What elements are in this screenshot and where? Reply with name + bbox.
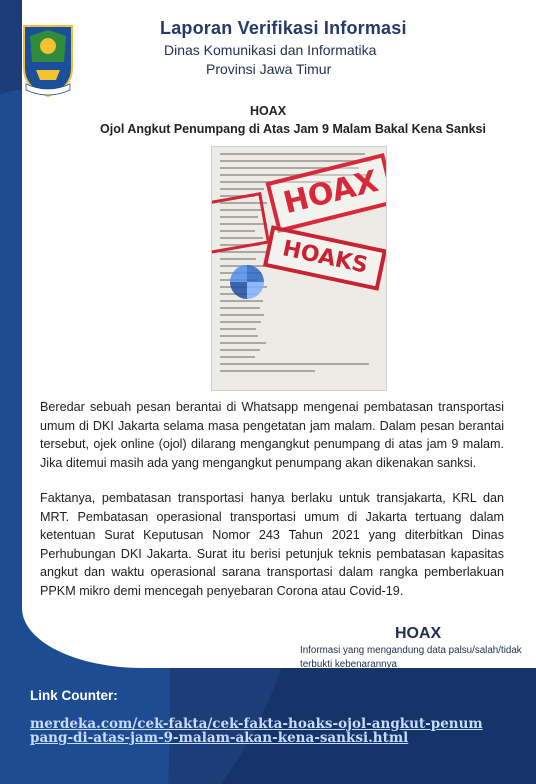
fact-paragraph: Faktanya, pembatasan transportasi hanya berlaku untuk transjakarta, KRL dan MRT. Pembatasan operasional transportasi umum di Jakarta tertuang dalam ketentuan Surat Keputusan Nomor 243 Tahun 2021 yang diterbitkan Dinas Perhubungan DKI Jakarta. Surat itu berisi petunjuk teknis pembatasan kapasitas angkut dan waktu operasional sarana transportasi dalam rangka pemberlakuan PPKM mikro demi mencegah penyebaran Corona atau Covid-19. (40, 491, 504, 598)
hoaks-stamp: HOAKS (263, 225, 387, 291)
agency-name: Dinas Komunikasi dan Informatika (164, 42, 377, 58)
report-title: Laporan Verifikasi Informasi (160, 18, 407, 38)
link-counter (30, 688, 490, 745)
claim-paragraph: Beredar sebuah pesan berantai di Whatsapp mengenai pembatasan transportasi umum di DKI Jakarta selama masa pengetatan jam malam. Dalam pesan berantai tersebut, ojek online (ojol) dilarang mengangkut penumpang di atas jam 9 malam. Jika ditemui masih ada yang mengangkut penumpang akan dikenakan sanksi. (40, 400, 504, 470)
kominfo-logo-icon (230, 265, 264, 299)
link-counter-label: Link Counter: (30, 688, 118, 703)
hoax-heading: HOAX (249, 104, 287, 118)
article-body (40, 398, 504, 617)
header (160, 18, 407, 77)
article-title: Ojol Angkut Penumpang di Atas Jam 9 Malam Bakal Kena Sanksi (100, 122, 486, 136)
province-name: Provinsi Jawa Timur (206, 61, 332, 77)
seal-stamp-icon (211, 192, 270, 254)
east-java-emblem-icon (20, 22, 76, 98)
evidence-screenshot (211, 146, 387, 391)
verdict-tag: HOAX (395, 625, 442, 642)
verdict-description: Informasi yang mengandung data palsu/salah/tidak terbukti kebenarannya (300, 645, 522, 670)
source-link[interactable]: merdeka.com/cek-fakta/cek-fakta-hoaks-ojol-angkut-penumpang-di-atas-jam-9-malam-akan-kena-sanksi.html (30, 716, 483, 746)
hoax-stamp: HOAX (266, 153, 387, 233)
